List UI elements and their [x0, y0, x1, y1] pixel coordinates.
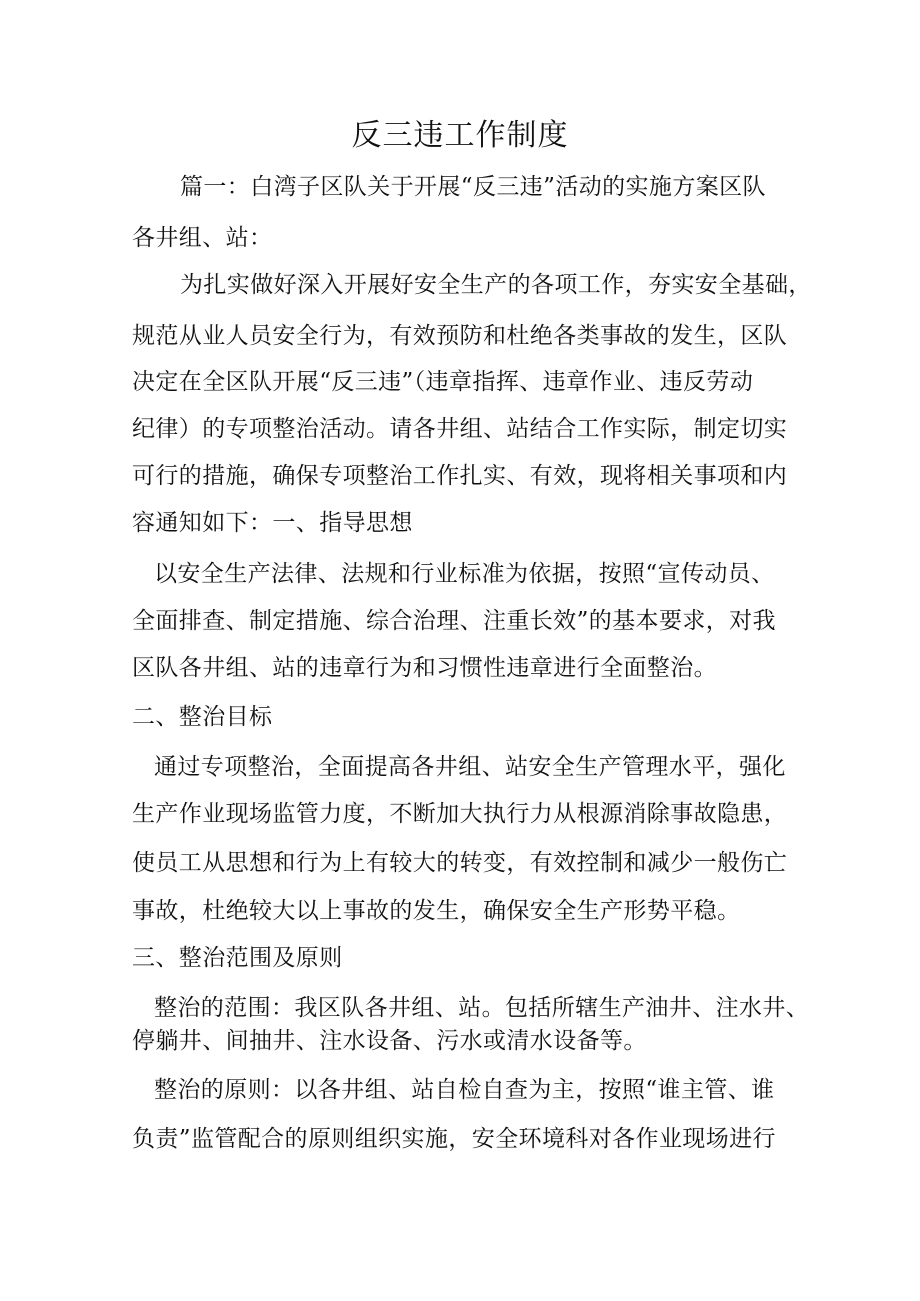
paragraph-line-9: 以安全生产法律、法规和行业标准为依据，按照“宣传动员、: [154, 561, 775, 587]
section-heading-3: 三、整治范围及原则: [132, 945, 343, 971]
paragraph-line-2: 各井组、站：: [132, 225, 273, 251]
paragraph-line-8: 容通知如下：一、指导思想: [132, 510, 413, 536]
paragraph-line-14: 生产作业现场监管力度，不断加大执行力从根源消除事故隐患，: [132, 801, 788, 827]
paragraph-line-13: 通过专项整治，全面提高各井组、站安全生产管理水平，强化: [154, 754, 786, 780]
paragraph-line-21: 负责”监管配合的原则组织实施，安全环境科对各作业现场进行: [132, 1126, 776, 1152]
paragraph-line-19: 停躺井、间抽井、注水设备、污水或清水设备等。: [132, 1028, 647, 1054]
paragraph-line-7: 可行的措施，确保专项整治工作扎实、有效，现将相关事项和内: [132, 463, 788, 489]
paragraph-line-16: 事故，杜绝较大以上事故的发生，确保安全生产形势平稳。: [132, 898, 741, 924]
paragraph-line-4: 规范从业人员安全行为，有效预防和杜绝各类事故的发生，区队: [132, 323, 788, 349]
document-title: 反三违工作制度: [351, 118, 569, 153]
paragraph-line-6: 纪律）的专项整治活动。请各井组、站结合工作实际，制定切实: [132, 416, 788, 442]
section-heading-2: 二、整治目标: [132, 704, 273, 730]
paragraph-line-18: 整治的范围：我区队各井组、站。包括所辖生产油井、注水井、: [154, 995, 810, 1021]
paragraph-line-11: 区队各井组、站的违章行为和习惯性违章进行全面整治。: [132, 655, 717, 681]
paragraph-line-10: 全面排查、制定措施、综合治理、注重长效”的基本要求，对我: [132, 608, 776, 634]
paragraph-line-1: 篇一：白湾子区队关于开展“反三违”活动的实施方案区队: [180, 174, 766, 200]
paragraph-line-15: 使员工从思想和行为上有较大的转变，有效控制和减少一般伤亡: [132, 850, 788, 876]
paragraph-line-5: 决定在全区队开展“反三违”（违章指挥、违章作业、违反劳动: [132, 369, 754, 395]
paragraph-line-3: 为扎实做好深入开展好安全生产的各项工作，夯实安全基础，: [180, 272, 812, 298]
paragraph-line-20: 整治的原则：以各井组、站自检自查为主，按照“谁主管、谁: [154, 1077, 775, 1103]
